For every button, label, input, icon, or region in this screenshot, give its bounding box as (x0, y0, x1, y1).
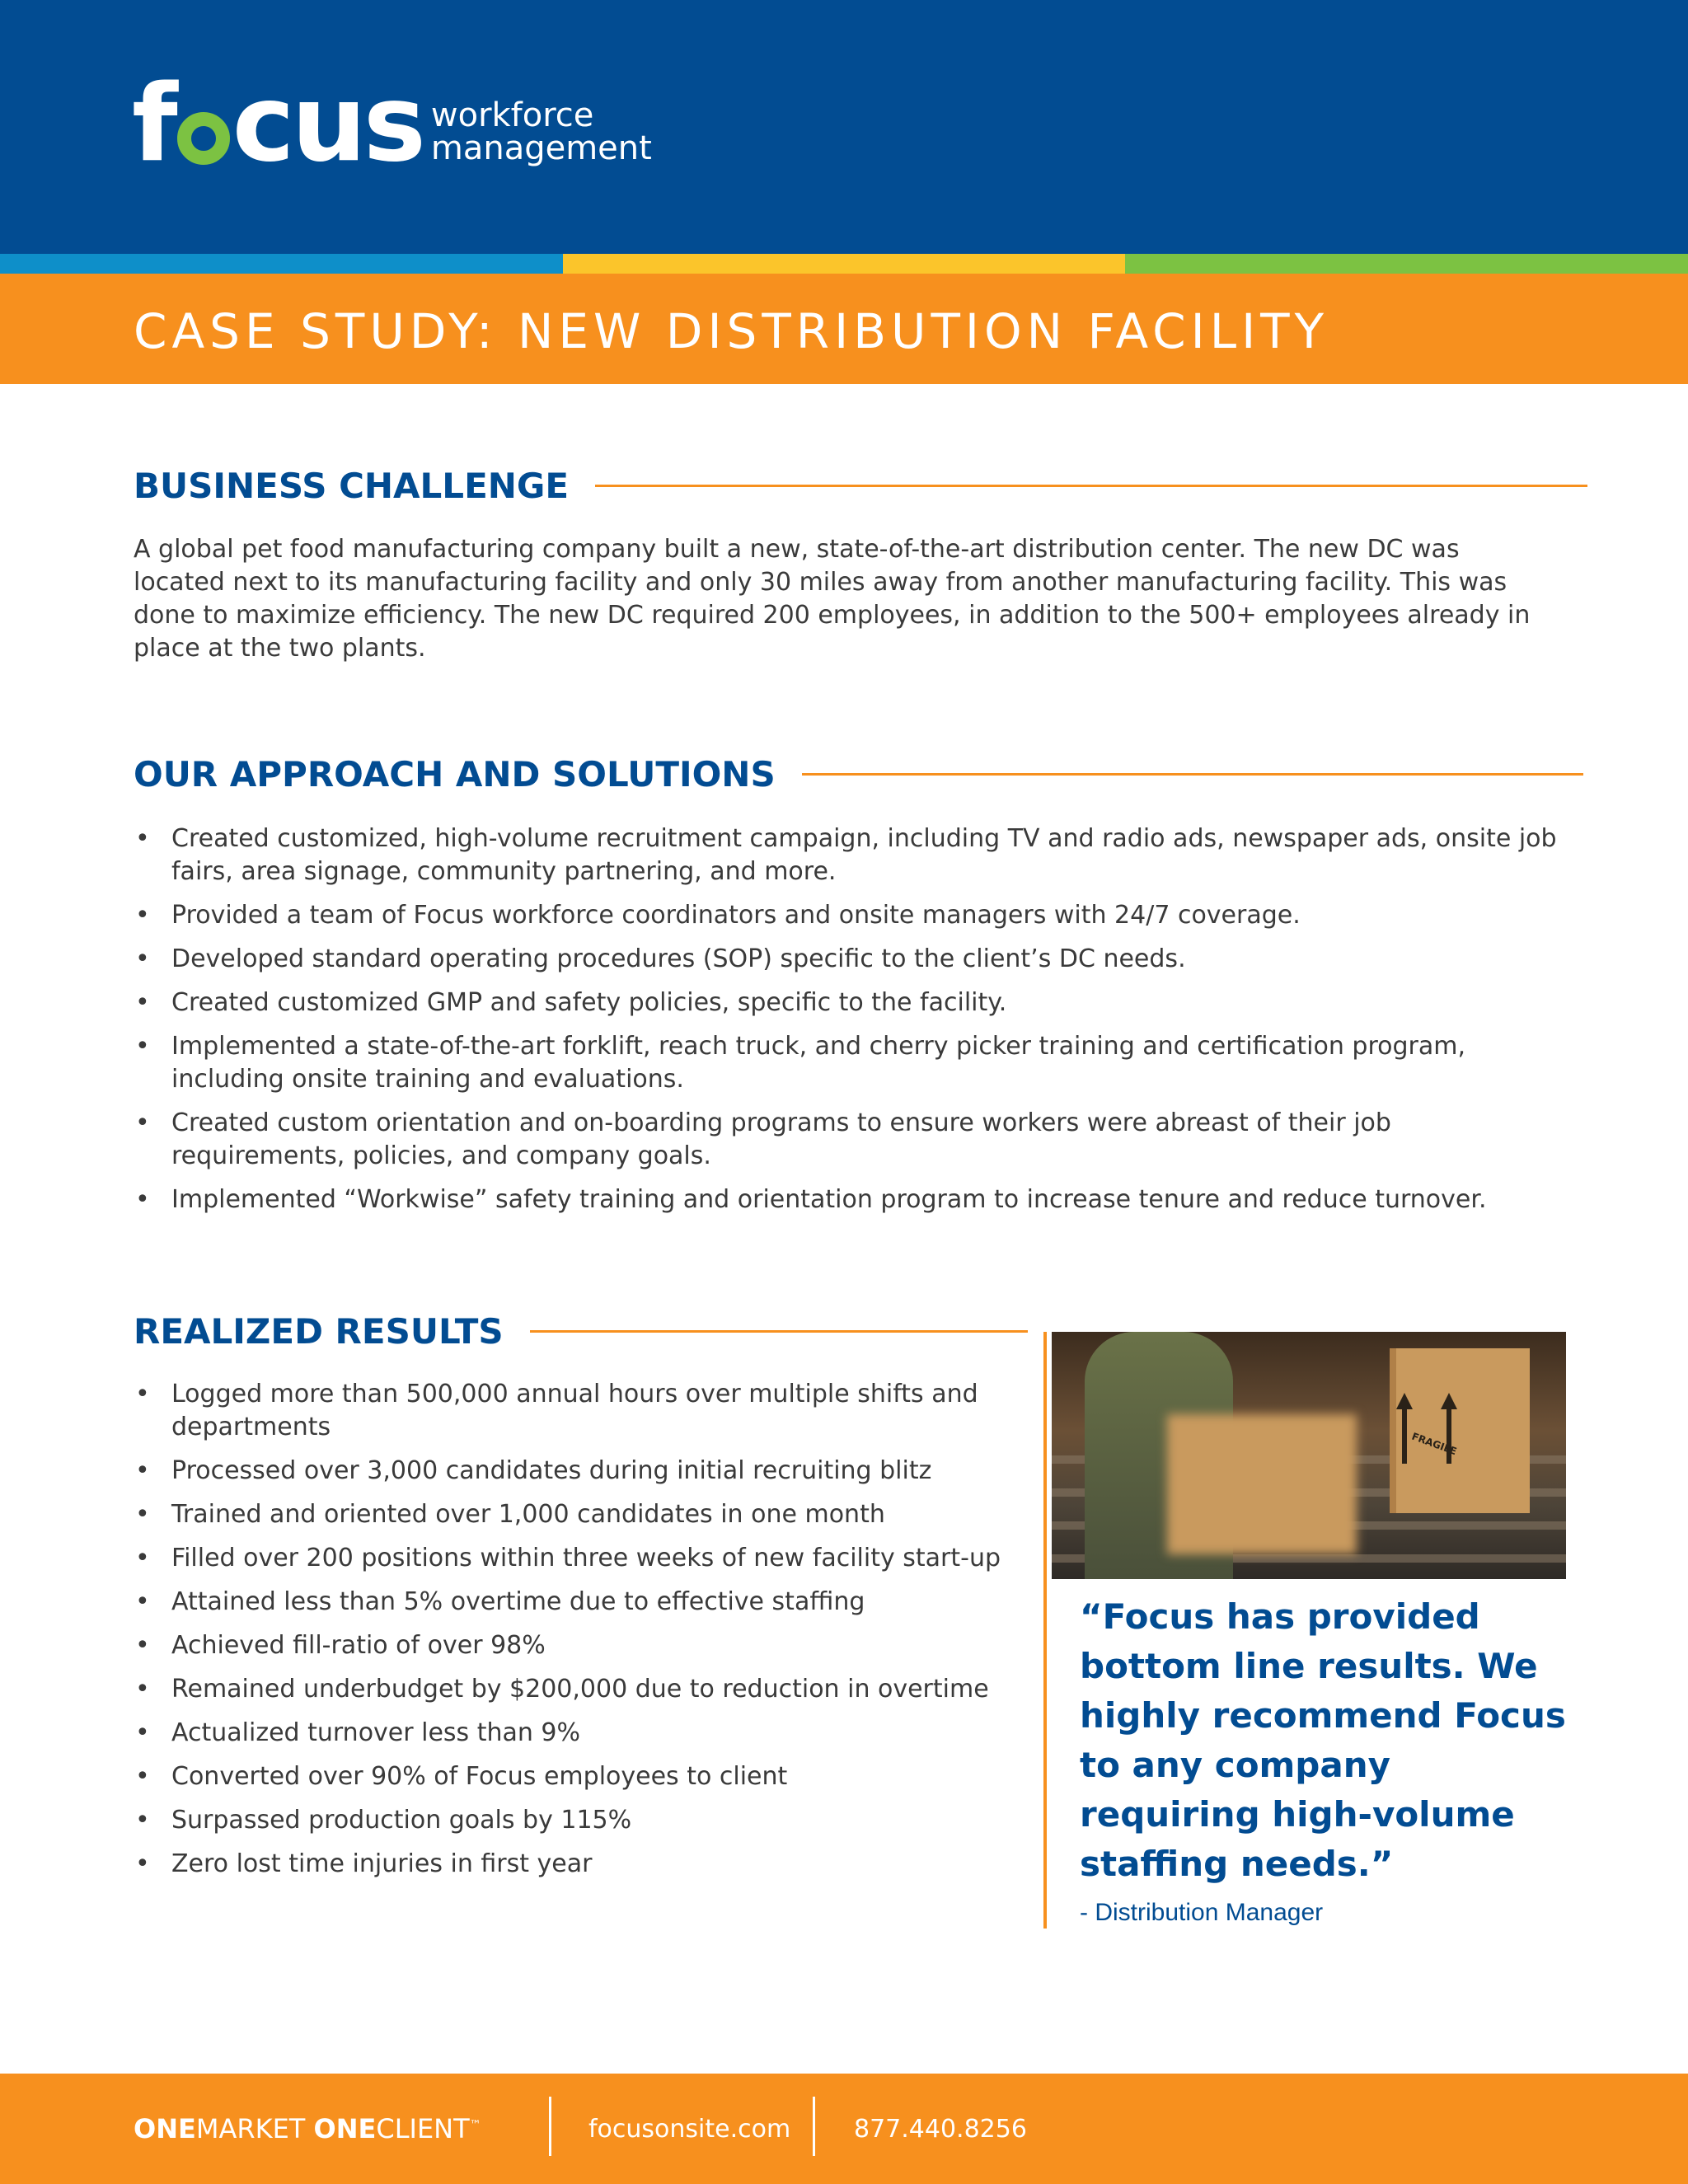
logo-wordmark (132, 63, 423, 185)
testimonial-quote: “Focus has provided bottom line results. We highly recommend Focus to any company requiring high-volume staffing needs.” (1080, 1596, 1566, 1884)
list-item: • Surpassed production goals by 115% (135, 1806, 632, 1835)
list-item: • Implemented a state-of-the-art forklift, reach truck, and cherry picker training and certification program, including onsite training and evaluations. (135, 1032, 1466, 1094)
list-item: • Created custom orientation and on-boarding programs to ensure workers were abreast of their job requirements, policies, and company goals. (135, 1108, 1391, 1170)
list-item: • Logged more than 500,000 annual hours over multiple shifts and departments (135, 1380, 978, 1441)
list-item: • Developed standard operating procedures (SOP) specific to the client’s DC needs. (135, 944, 1186, 973)
testimonial-attribution: - Distribution Manager (1080, 1899, 1324, 1926)
section-rule (802, 773, 1583, 776)
moving-box (1167, 1414, 1357, 1554)
approach-heading: OUR APPROACH AND SOLUTIONS (134, 754, 776, 794)
list-item: • Actualized turnover less than 9% (135, 1718, 581, 1747)
fragile-arrows-icon (1396, 1390, 1528, 1488)
list-item: • Created customized, high-volume recruitment campaign, including TV and radio ads, newspaper ads, onsite job fairs, area signage, community partnering, and more. (135, 824, 1557, 886)
logo-sub-line1: workforce (430, 96, 594, 134)
list-item: • Attained less than 5% overtime due to effective staffing (135, 1587, 865, 1616)
list-item: • Zero lost time injuries in first year (135, 1849, 593, 1878)
fragile-box (1390, 1348, 1530, 1513)
approach-header (134, 754, 1583, 794)
list-item: • Provided a team of Focus workforce coordinators and onsite managers with 24/7 coverage. (135, 901, 1301, 930)
list-item: • Achieved fill-ratio of over 98% (135, 1631, 546, 1660)
testimonial-panel (1043, 1332, 1566, 1929)
footer-band (0, 2074, 1688, 2184)
stripe-blue (0, 254, 563, 274)
header-band (0, 0, 1688, 254)
stripe-green (1125, 254, 1688, 274)
list-item: • Processed over 3,000 candidates during initial recruiting blitz (135, 1456, 932, 1485)
list-item: • Trained and oriented over 1,000 candidates in one month (135, 1500, 885, 1529)
footer-divider (549, 2097, 551, 2156)
footer-website-link[interactable]: focusonsite.com (588, 2115, 791, 2144)
footer-tagline: ONEMARKET ONECLIENT™ (134, 2113, 481, 2144)
title-band (0, 274, 1688, 384)
list-item: • Converted over 90% of Focus employees to client (135, 1762, 788, 1791)
logo-subtitle (430, 96, 652, 167)
page-title: CASE STUDY: NEW DISTRIBUTION FACILITY (134, 303, 1329, 359)
logo-green-o-icon (177, 112, 230, 165)
stripe-yellow (563, 254, 1126, 274)
business-challenge-header (134, 466, 1587, 506)
fragile-label: FRAGILE (1409, 1430, 1459, 1458)
section-rule (530, 1330, 1028, 1333)
footer-divider (813, 2097, 815, 2156)
list-item: • Created customized GMP and safety policies, specific to the facility. (135, 988, 1007, 1017)
approach-list (134, 823, 1568, 1227)
list-item: • Remained underbudget by $200,000 due to reduction in overtime (135, 1675, 989, 1704)
section-rule (595, 485, 1587, 487)
color-stripe-bar (0, 254, 1688, 274)
logo-sub-line2: management (430, 129, 652, 167)
business-challenge-text: A global pet food manufacturing company built a new, state-of-the-art distribution center. The new DC was located next to its manufacturing facility and only 30 miles away from another manufacturing facility. This was done to maximize efficiency. The new DC required 200 employees, in addition to the 500+ employees already in place at the two plants. (134, 535, 1531, 663)
footer-phone: 877.440.8256 (854, 2115, 1027, 2144)
focus-logo (132, 63, 652, 185)
results-heading: REALIZED RESULTS (134, 1311, 504, 1352)
business-challenge-heading: BUSINESS CHALLENGE (134, 466, 570, 506)
results-list (134, 1378, 1032, 1891)
results-header (134, 1311, 1028, 1352)
list-item: • Filled over 200 positions within three weeks of new facility start-up (135, 1544, 1001, 1572)
list-item: • Implemented “Workwise” safety training and orientation program to increase tenure and reduce turnover. (135, 1185, 1487, 1214)
logo-letters-cus: cus (232, 63, 423, 185)
warehouse-photo (1052, 1332, 1566, 1579)
logo-letter-f: f (132, 63, 175, 185)
